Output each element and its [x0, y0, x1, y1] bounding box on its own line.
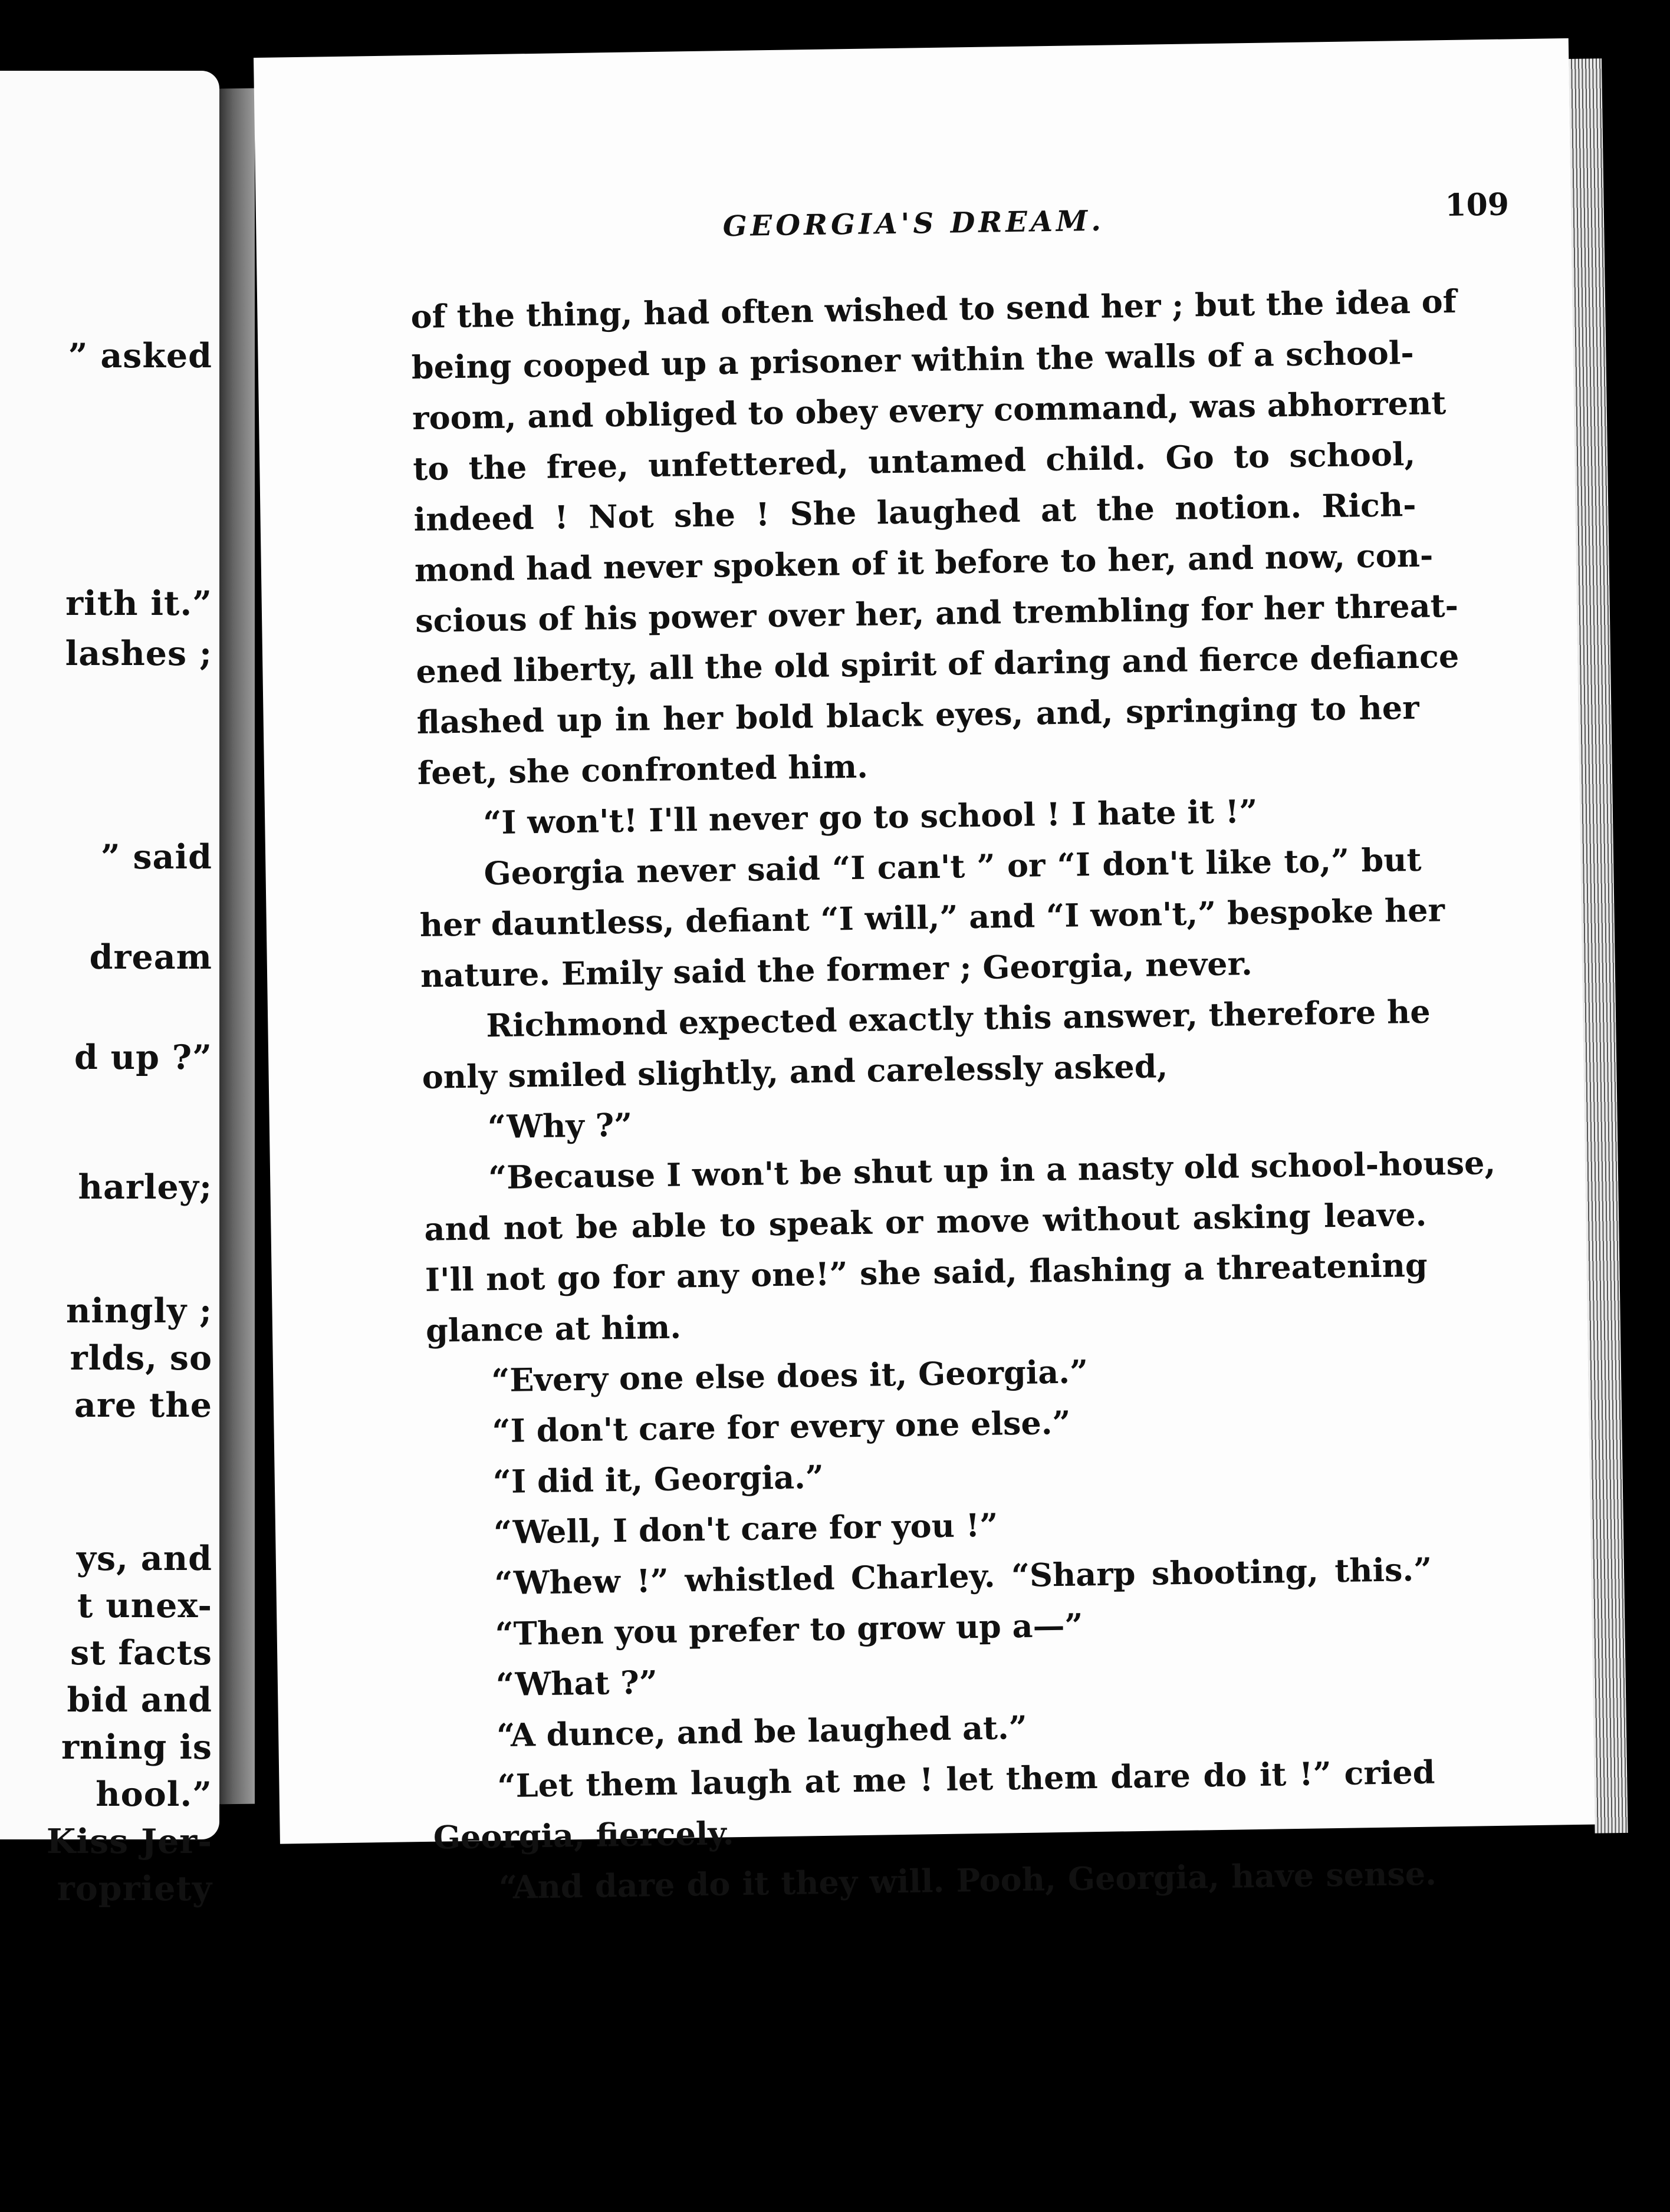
- text-line: to the free, unfettered, untamed child. Go to school,: [412, 434, 1416, 488]
- text-line: only smiled slightly, and carelessly asked,: [422, 1047, 1168, 1096]
- text-line: “What ?”: [495, 1663, 658, 1704]
- left-page-line: t unex-: [77, 1586, 212, 1625]
- text-line: room, and obliged to obey every command, was abhorrent: [412, 384, 1447, 437]
- text-line: “Whew !” whistled Charley. “Sharp shooting, this.”: [494, 1550, 1432, 1602]
- left-page-line: st facts: [70, 1633, 212, 1673]
- left-page-line: lashes ;: [65, 634, 212, 673]
- text-line: Richmond expected exactly this answer, therefore he: [485, 992, 1431, 1045]
- text-line: “I did it, Georgia.”: [492, 1457, 824, 1501]
- text-line: scious of his power over her, and trembling for her threat-: [415, 586, 1459, 640]
- left-page-line: dream: [89, 937, 212, 977]
- text-line: “I don't care for every one else.”: [492, 1403, 1071, 1450]
- right-page: [254, 38, 1595, 1907]
- text-line: “Let them laugh at me ! let them dare do it !” cried: [497, 1753, 1435, 1805]
- text-line: “And dare do it they will. Pooh, Georgia, have sense.: [498, 1854, 1437, 1907]
- left-page-line: ys, and: [76, 1539, 212, 1578]
- text-line: mond had never spoken of it before to her, and now, con-: [414, 536, 1434, 590]
- left-page-line: harley;: [78, 1167, 212, 1207]
- text-line: being cooped up a prisoner within the walls of a school-: [411, 333, 1415, 387]
- text-line: “Every one else does it, Georgia.”: [491, 1352, 1089, 1400]
- left-page: [0, 71, 219, 1908]
- text-line: “A dunce, and be laughed at.”: [496, 1708, 1028, 1755]
- left-page-line: ” asked: [68, 336, 212, 376]
- page-number: 109: [1444, 186, 1510, 224]
- ink-speck: [519, 2158, 525, 2166]
- left-page-line: bid and: [67, 1680, 212, 1720]
- left-page-line: ningly ;: [65, 1291, 212, 1331]
- text-line: Georgia never said “I can't ” or “I don't like to,” but: [484, 840, 1422, 893]
- text-line: ened liberty, all the old spirit of daring and fierce defiance: [415, 637, 1459, 691]
- left-page-line: Kiss Jer-: [46, 1822, 212, 1861]
- left-page-line: are the: [74, 1385, 212, 1425]
- left-page-line: rlds, so: [70, 1338, 212, 1378]
- left-page-line: hool.”: [96, 1775, 212, 1814]
- text-line: “I won't! I'll never go to school ! I hate it !”: [482, 792, 1258, 842]
- left-page-line: ” said: [100, 837, 212, 877]
- text-line: nature. Emily said the former ; Georgia, never.: [420, 944, 1253, 995]
- running-head: GEORGIA'S DREAM.: [722, 204, 1105, 243]
- left-page-line: rning is: [61, 1727, 212, 1767]
- book-gutter: [219, 88, 255, 1805]
- left-page-line: d up ?”: [74, 1038, 212, 1077]
- text-line: I'll not go for any one!” she said, flashing a threatening: [425, 1246, 1428, 1299]
- text-line: “Then you prefer to grow up a—”: [495, 1606, 1083, 1653]
- body-text: [410, 276, 1496, 1914]
- text-line: flashed up in her bold black eyes, and, springing to her: [416, 688, 1420, 742]
- text-line: glance at him.: [425, 1308, 682, 1349]
- text-line: “Well, I don't care for you !”: [493, 1506, 998, 1552]
- text-line: indeed ! Not she ! She laughed at the notion. Rich-: [413, 485, 1416, 539]
- text-line: “Why ?”: [487, 1105, 633, 1146]
- text-line: “Because I won't be shut up in a nasty old school-house,: [488, 1143, 1496, 1197]
- text-line: Georgia, fiercely.: [433, 1814, 734, 1857]
- text-line: her dauntless, defiant “I will,” and “I won't,” bespoke her: [419, 891, 1445, 944]
- left-page-line: rith it.”: [65, 584, 212, 623]
- text-line: feet, she confronted him.: [417, 747, 869, 792]
- left-page-line: ropriety: [57, 1869, 212, 1908]
- text-line: and not be able to speak or move without asking leave.: [424, 1195, 1427, 1248]
- text-line: of the thing, had often wished to send her ; but the idea of: [410, 282, 1457, 336]
